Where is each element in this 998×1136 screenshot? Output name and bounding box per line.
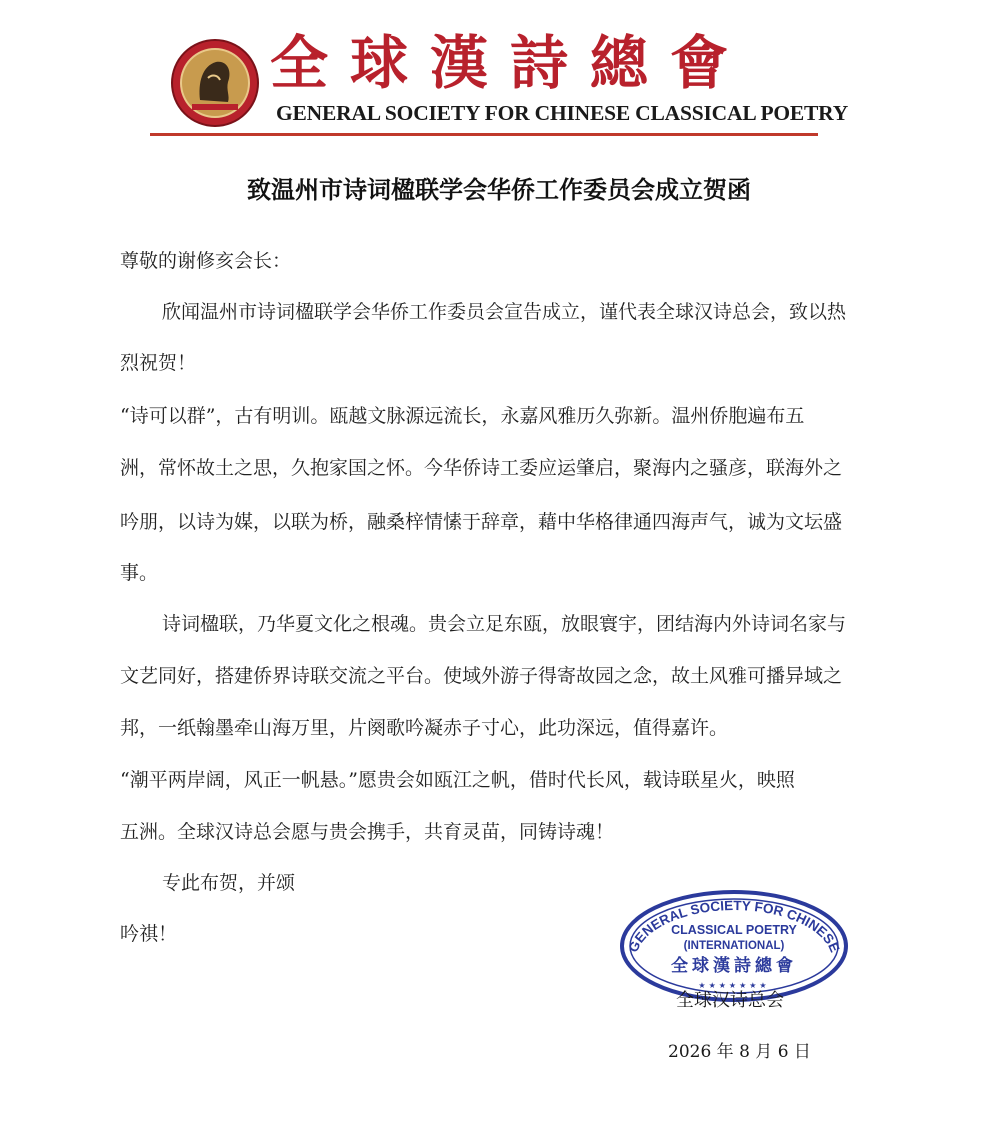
society-name-cn: 全球漢詩總會 [270, 29, 751, 97]
closing-line: 吟祺！ [120, 923, 178, 945]
header-divider [150, 133, 818, 136]
body-line: “诗可以群”，古有明训。瓯越文脉源远流长，永嘉风雅历久弥新。温州侨胞遍布五 [120, 405, 805, 427]
body-line: 洲，常怀故土之思，久抱家国之怀。今华侨诗工委应运肇启，聚海内之骚彦，联海外之 [120, 457, 843, 479]
society-name-en: GENERAL SOCIETY FOR CHINESE CLASSICAL POETRY [276, 101, 849, 125]
body-line: 五洲。全球汉诗总会愿与贵会携手，共育灵苗，同铸诗魂！ [120, 821, 615, 843]
body-line: 文艺同好，搭建侨界诗联交流之平台。使域外游子得寄故园之念，故土风雅可播异域之 [120, 665, 843, 687]
body-line: “潮平两岸阔，风正一帆悬。”愿贵会如瓯江之帆，借时代长风，载诗联星火，映照 [120, 769, 795, 791]
society-seal-stamp [616, 886, 852, 1004]
signer: 全球汉诗总会 [676, 990, 784, 1011]
body-line: 吟朋，以诗为媒，以联为桥，融桑梓情愫于辞章，藉中华格律通四海声气，诚为文坛盛 [120, 511, 843, 533]
stamp-line4: 全球漢詩總會 [671, 956, 797, 976]
letter-title: 致温州市诗词楹联学会华侨工作委员会成立贺函 [247, 175, 751, 204]
stamp-stars: ★★★★★★★ [698, 981, 770, 990]
body-line: 诗词楹联，乃华夏文化之根魂。贵会立足东瓯，放眼寰宇，团结海内外诗词名家与 [162, 613, 847, 635]
stamp-line2: CLASSICAL POETRY [671, 923, 797, 937]
body-line: 欣闻温州市诗词楹联学会华侨工作委员会宣告成立，谨代表全球汉诗总会，致以热 [162, 301, 847, 323]
body-line: 邦，一纸翰墨牵山海万里，片阕歌吟凝赤子寸心，此功深远，值得嘉许。 [120, 717, 729, 739]
salutation: 尊敬的谢修亥会长： [120, 250, 292, 272]
body-line: 事。 [120, 562, 159, 584]
letterhead [0, 0, 998, 140]
stamp-arc-text: GENERAL SOCIETY FOR CHINESE [625, 898, 843, 955]
body-line: 烈祝贺！ [120, 352, 197, 374]
society-emblem-icon [170, 38, 260, 128]
closing-line: 专此布贺，并颂 [162, 872, 296, 894]
stamp-line3: (INTERNATIONAL) [683, 940, 785, 952]
letter-date: 2026 年 8 月 6 日 [668, 1042, 811, 1062]
